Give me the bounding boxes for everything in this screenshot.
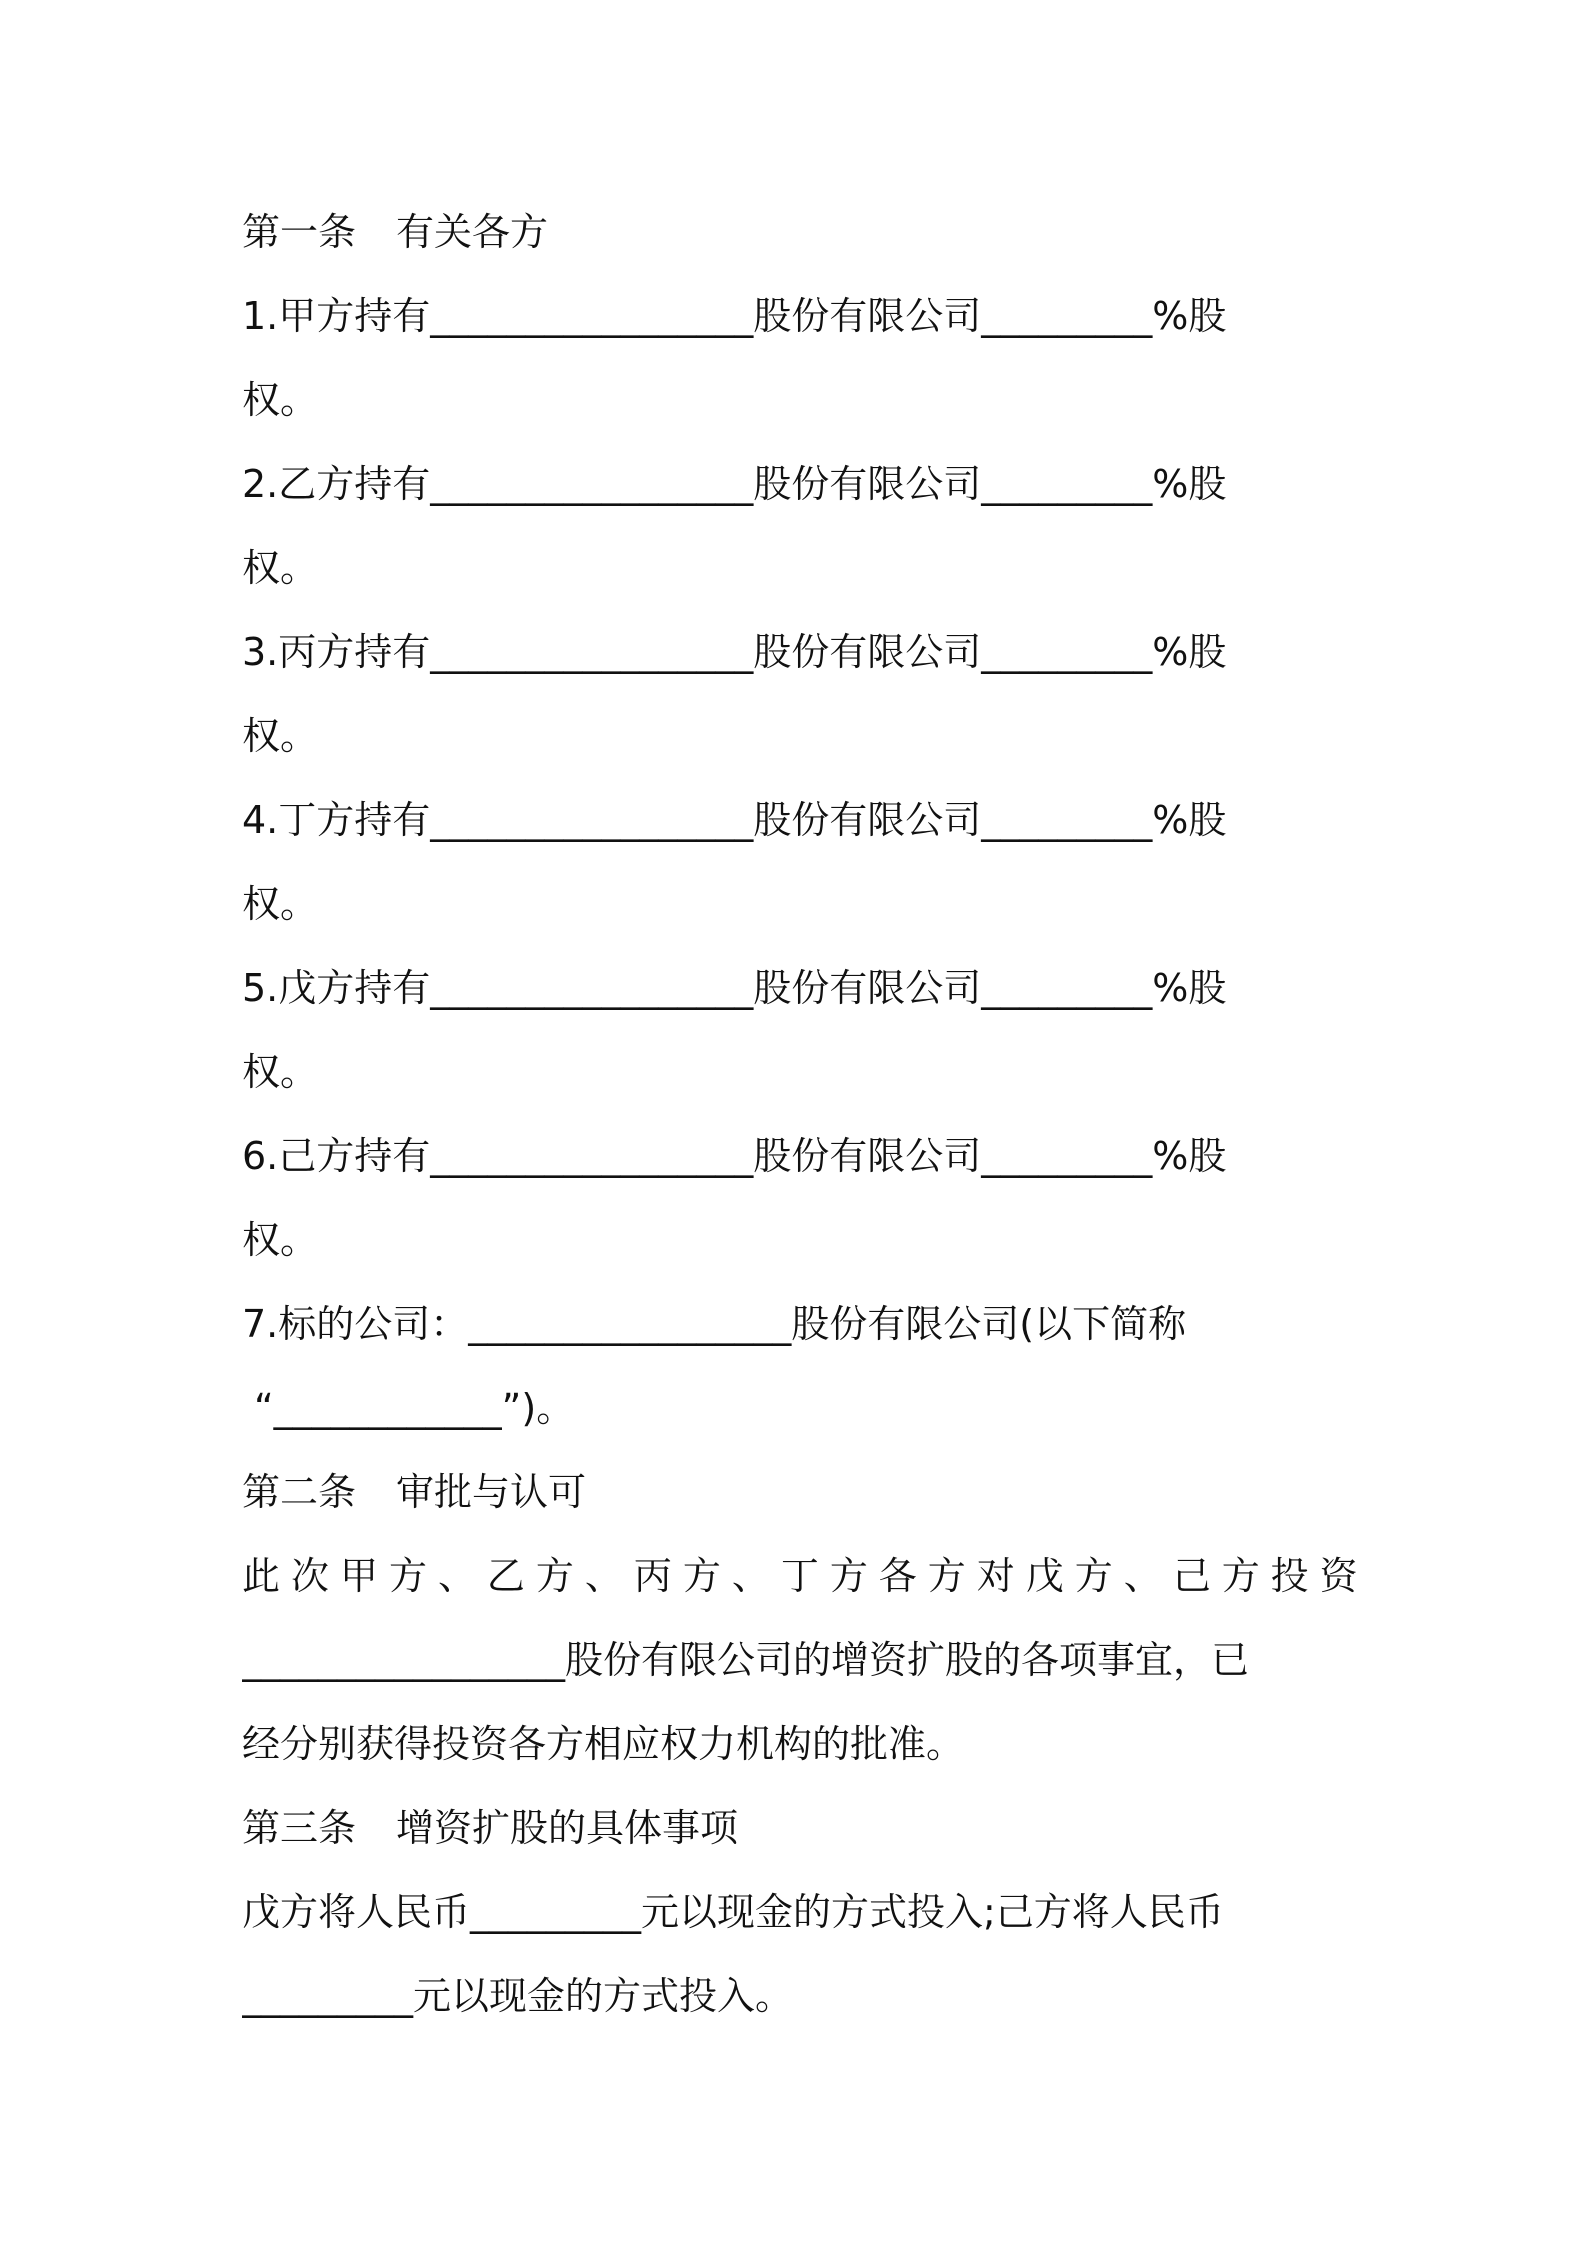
party-item-1-line-2: 权。 [242,378,319,422]
approval-char: 方 [535,1554,574,1598]
approval-char: 投 [1270,1554,1309,1598]
approval-char: 、 [731,1554,770,1598]
article-1-heading [242,190,1358,274]
document-content [242,190,1358,2038]
party-item-4-line-1: 4.丁方持有_________________股份有限公司_________%股 [242,798,1227,842]
article-3-title: 增资扩股的具体事项 [396,1806,739,1850]
approval-char: 甲 [339,1554,378,1598]
approval-char: 、 [1123,1554,1162,1598]
article-2-title: 审批与认可 [396,1470,587,1514]
approval-paragraph-line-2: _________________股份有限公司的增资扩股的各项事宜，已 [242,1638,1250,1682]
target-company-line-1: 7.标的公司：_________________股份有限公司(以下简称 [242,1302,1187,1346]
target-company-line-2: “____________”)。 [254,1386,575,1430]
party-item-3-line-1: 3.丙方持有_________________股份有限公司_________%股 [242,630,1227,674]
approval-char: 戊 [1025,1554,1064,1598]
article-2-number: 第二条 [242,1470,357,1514]
approval-paragraph-line-3: 经分别获得投资各方相应权力机构的批准。 [242,1722,965,1766]
capital-increase-line-2: _________元以现金的方式投入。 [242,1974,794,2018]
approval-char: 、 [437,1554,476,1598]
approval-char: 丁 [780,1554,819,1598]
approval-char: 方 [1074,1554,1113,1598]
capital-increase-line-1: 戊方将人民币_________元以现金的方式投入;己方将人民币 [242,1890,1224,1934]
approval-char: 各 [878,1554,917,1598]
party-item-5-line-2: 权。 [242,1050,319,1094]
article-3-number: 第三条 [242,1806,357,1850]
approval-char: 资 [1319,1554,1358,1598]
article-3-heading [242,1786,1358,1870]
party-item-1-line-1: 1.甲方持有_________________股份有限公司_________%股 [242,294,1227,338]
approval-char: 次 [290,1554,329,1598]
party-item-5-line-1: 5.戊方持有_________________股份有限公司_________%股 [242,966,1227,1010]
party-item-4-line-2: 权。 [242,882,319,926]
approval-char: 乙 [486,1554,525,1598]
approval-char: 、 [584,1554,623,1598]
approval-char: 己 [1172,1554,1211,1598]
approval-char: 方 [682,1554,721,1598]
approval-char: 方 [927,1554,966,1598]
article-1-number: 第一条 [242,210,357,254]
party-item-3-line-2: 权。 [242,714,319,758]
article-1-title: 有关各方 [396,210,549,254]
article-2-heading [242,1450,1358,1534]
approval-paragraph-line-1 [242,1534,1358,1618]
party-item-6-line-2: 权。 [242,1218,319,1262]
approval-char: 对 [976,1554,1015,1598]
party-item-2-line-2: 权。 [242,546,319,590]
approval-char: 此 [242,1554,281,1598]
approval-char: 方 [829,1554,868,1598]
party-item-6-line-1: 6.己方持有_________________股份有限公司_________%股 [242,1134,1227,1178]
approval-char: 方 [1221,1554,1260,1598]
approval-char: 丙 [633,1554,672,1598]
party-item-2-line-1: 2.乙方持有_________________股份有限公司_________%股 [242,462,1227,506]
approval-char: 方 [388,1554,427,1598]
